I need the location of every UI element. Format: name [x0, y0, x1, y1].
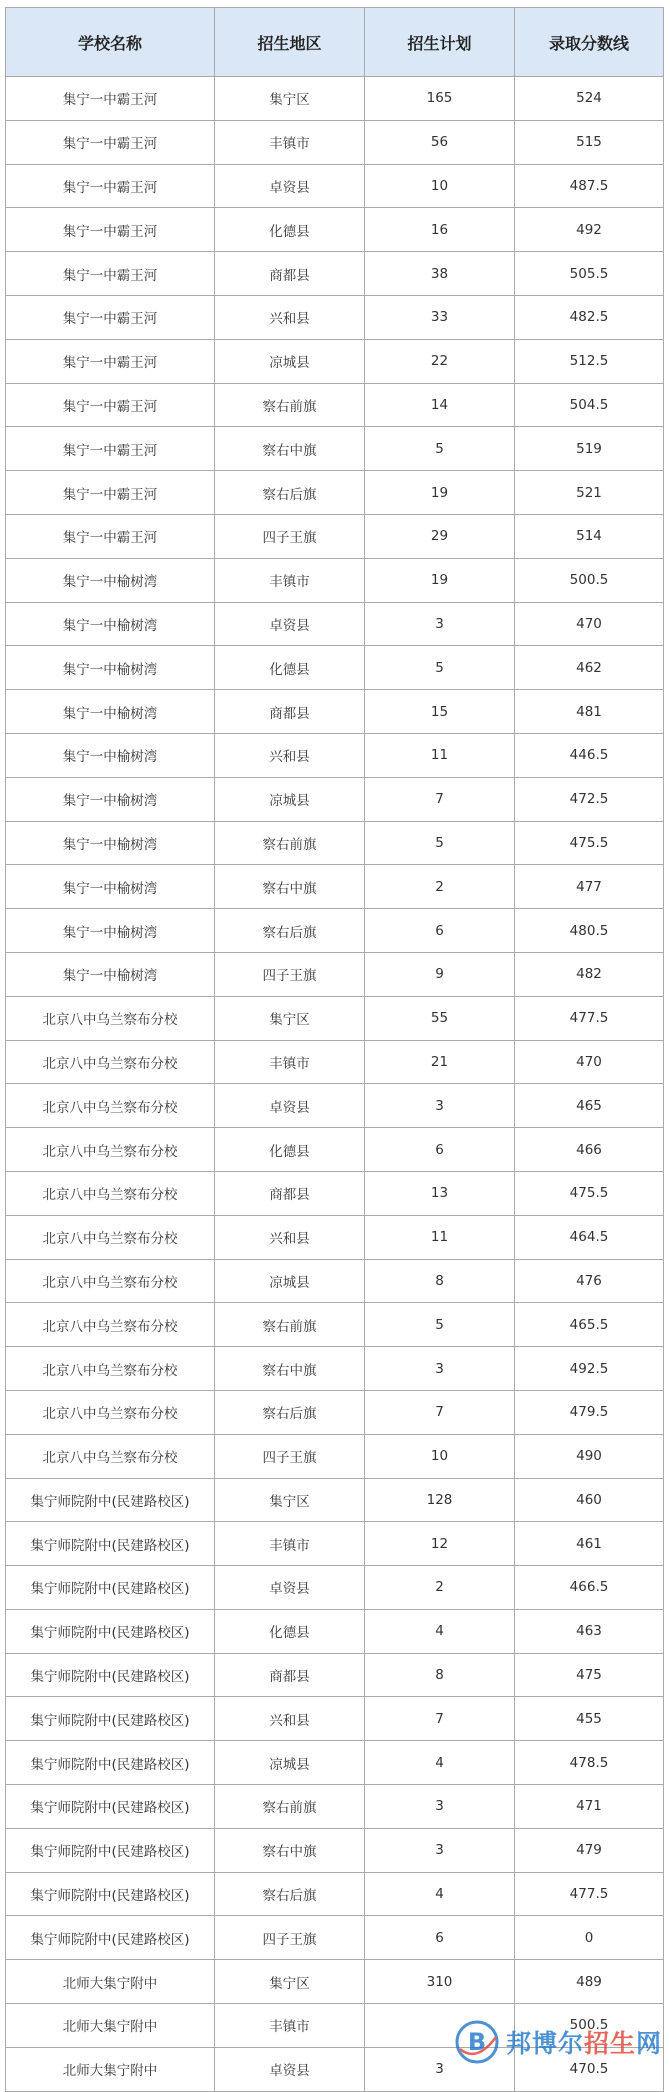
cell-score: 492	[515, 208, 664, 252]
header-region: 招生地区	[215, 8, 365, 77]
cell-school-name: 北京八中乌兰察布分校	[6, 1303, 215, 1347]
table-row	[6, 602, 664, 646]
cell-plan: 8	[365, 1259, 515, 1303]
table-row	[6, 1128, 664, 1172]
cell-region: 察右前旗	[215, 1785, 365, 1829]
table-row	[6, 77, 664, 121]
cell-school-name: 集宁一中榆树湾	[6, 646, 215, 690]
cell-plan: 2	[365, 1566, 515, 1610]
table-row	[6, 252, 664, 296]
cell-region: 凉城县	[215, 777, 365, 821]
cell-score: 463	[515, 1609, 664, 1653]
table-row	[6, 1741, 664, 1785]
cell-region: 商都县	[215, 252, 365, 296]
site-watermark	[454, 2012, 662, 2072]
table-row	[6, 865, 664, 909]
cell-school-name: 集宁师院附中(民建路校区)	[6, 1566, 215, 1610]
cell-school-name: 北京八中乌兰察布分校	[6, 1259, 215, 1303]
table-row	[6, 295, 664, 339]
table-row	[6, 558, 664, 602]
cell-plan: 19	[365, 471, 515, 515]
cell-score: 478.5	[515, 1741, 664, 1785]
cell-plan: 55	[365, 996, 515, 1040]
cell-score: 446.5	[515, 733, 664, 777]
table-row	[6, 1609, 664, 1653]
cell-school-name: 北师大集宁附中	[6, 1960, 215, 2004]
cell-plan: 5	[365, 646, 515, 690]
table-row	[6, 1040, 664, 1084]
cell-plan: 56	[365, 120, 515, 164]
cell-plan: 10	[365, 1434, 515, 1478]
cell-plan: 11	[365, 733, 515, 777]
cell-score: 512.5	[515, 339, 664, 383]
table-row	[6, 339, 664, 383]
cell-region: 集宁区	[215, 1960, 365, 2004]
table-row	[6, 120, 664, 164]
cell-score: 514	[515, 514, 664, 558]
cell-school-name: 集宁师院附中(民建路校区)	[6, 1697, 215, 1741]
cell-plan: 4	[365, 1609, 515, 1653]
table-row	[6, 164, 664, 208]
cell-region: 四子王旗	[215, 514, 365, 558]
cell-score: 465.5	[515, 1303, 664, 1347]
cell-score: 470.5	[515, 2047, 664, 2091]
logo-letter: B	[467, 2028, 487, 2056]
cell-score: 475.5	[515, 821, 664, 865]
table-row	[6, 777, 664, 821]
cell-region: 丰镇市	[215, 1522, 365, 1566]
table-row	[6, 733, 664, 777]
cell-region: 兴和县	[215, 295, 365, 339]
cell-school-name: 集宁师院附中(民建路校区)	[6, 1609, 215, 1653]
cell-score: 500.5	[515, 2004, 664, 2048]
cell-plan: 165	[365, 77, 515, 121]
cell-score: 476	[515, 1259, 664, 1303]
cell-region: 集宁区	[215, 996, 365, 1040]
cell-school-name: 集宁一中榆树湾	[6, 558, 215, 602]
cell-region: 察右中旗	[215, 427, 365, 471]
cell-plan: 8	[365, 1653, 515, 1697]
table-row	[6, 1960, 664, 2004]
cell-school-name: 集宁一中霸王河	[6, 471, 215, 515]
cell-region: 四子王旗	[215, 1434, 365, 1478]
table-row	[6, 1872, 664, 1916]
cell-school-name: 北京八中乌兰察布分校	[6, 996, 215, 1040]
cell-school-name: 北京八中乌兰察布分校	[6, 1128, 215, 1172]
cell-school-name: 集宁一中榆树湾	[6, 952, 215, 996]
cell-school-name: 北京八中乌兰察布分校	[6, 1215, 215, 1259]
cell-school-name: 集宁一中榆树湾	[6, 602, 215, 646]
cell-plan: 11	[365, 1215, 515, 1259]
cell-region: 凉城县	[215, 1741, 365, 1785]
watermark-text-part3: 网	[635, 2029, 662, 2058]
cell-region: 丰镇市	[215, 2004, 365, 2048]
cell-school-name: 集宁师院附中(民建路校区)	[6, 1741, 215, 1785]
header-plan: 招生计划	[365, 8, 515, 77]
cell-plan: 7	[365, 1697, 515, 1741]
cell-plan: 7	[365, 1390, 515, 1434]
cell-plan: 5	[365, 1303, 515, 1347]
cell-region: 化德县	[215, 646, 365, 690]
cell-region: 察右后旗	[215, 909, 365, 953]
cell-plan: 7	[365, 777, 515, 821]
cell-score: 466	[515, 1128, 664, 1172]
cell-school-name: 集宁一中榆树湾	[6, 733, 215, 777]
cell-school-name: 集宁一中榆树湾	[6, 865, 215, 909]
cell-plan: 14	[365, 383, 515, 427]
cell-school-name: 集宁一中霸王河	[6, 208, 215, 252]
cell-school-name: 北京八中乌兰察布分校	[6, 1084, 215, 1128]
cell-region: 卓资县	[215, 602, 365, 646]
cell-score: 475.5	[515, 1171, 664, 1215]
cell-score: 521	[515, 471, 664, 515]
cell-school-name: 北京八中乌兰察布分校	[6, 1171, 215, 1215]
cell-plan: 9	[365, 952, 515, 996]
cell-school-name: 集宁一中榆树湾	[6, 909, 215, 953]
cell-region: 集宁区	[215, 1478, 365, 1522]
cell-score: 455	[515, 1697, 664, 1741]
table-row	[6, 952, 664, 996]
cell-region: 察右中旗	[215, 1347, 365, 1391]
cell-score: 470	[515, 1040, 664, 1084]
cell-region: 兴和县	[215, 1697, 365, 1741]
table-body	[6, 77, 664, 2092]
cell-plan: 6	[365, 909, 515, 953]
cell-plan: 128	[365, 1478, 515, 1522]
cell-school-name: 集宁师院附中(民建路校区)	[6, 1522, 215, 1566]
cell-score: 0	[515, 1916, 664, 1960]
cell-score: 460	[515, 1478, 664, 1522]
cell-school-name: 集宁师院附中(民建路校区)	[6, 1828, 215, 1872]
table-row	[6, 427, 664, 471]
cell-plan: 21	[365, 1040, 515, 1084]
table-header-row	[6, 8, 664, 77]
cell-region: 丰镇市	[215, 120, 365, 164]
cell-school-name: 集宁一中霸王河	[6, 514, 215, 558]
cell-score: 477.5	[515, 1872, 664, 1916]
header-school-name: 学校名称	[6, 8, 215, 77]
cell-region: 四子王旗	[215, 952, 365, 996]
cell-region: 四子王旗	[215, 1916, 365, 1960]
cell-score: 465	[515, 1084, 664, 1128]
cell-region: 商都县	[215, 1653, 365, 1697]
cell-school-name: 集宁师院附中(民建路校区)	[6, 1785, 215, 1829]
cell-region: 化德县	[215, 1609, 365, 1653]
cell-region: 化德县	[215, 208, 365, 252]
cell-score: 475	[515, 1653, 664, 1697]
cell-school-name: 集宁一中霸王河	[6, 77, 215, 121]
cell-plan: 22	[365, 339, 515, 383]
cell-score: 479	[515, 1828, 664, 1872]
watermark-text-part1: 邦博尔	[505, 2029, 584, 2058]
cell-region: 察右后旗	[215, 1390, 365, 1434]
cell-school-name: 集宁一中霸王河	[6, 383, 215, 427]
cell-school-name: 集宁一中霸王河	[6, 427, 215, 471]
cell-score: 461	[515, 1522, 664, 1566]
cell-region: 丰镇市	[215, 1040, 365, 1084]
table-row	[6, 821, 664, 865]
cell-region: 卓资县	[215, 164, 365, 208]
cell-school-name: 集宁师院附中(民建路校区)	[6, 1916, 215, 1960]
cell-score: 490	[515, 1434, 664, 1478]
cell-plan: 16	[365, 208, 515, 252]
table-row	[6, 1916, 664, 1960]
table-row	[6, 690, 664, 734]
cell-score: 472.5	[515, 777, 664, 821]
cell-region: 集宁区	[215, 77, 365, 121]
cell-region: 兴和县	[215, 1215, 365, 1259]
cell-school-name: 北京八中乌兰察布分校	[6, 1347, 215, 1391]
site-logo-icon	[454, 2019, 500, 2065]
cell-score: 481	[515, 690, 664, 734]
table-row	[6, 996, 664, 1040]
cell-plan: 19	[365, 558, 515, 602]
table-row	[6, 383, 664, 427]
cell-score: 489	[515, 1960, 664, 2004]
cell-score: 492.5	[515, 1347, 664, 1391]
cell-plan: 5	[365, 821, 515, 865]
cell-plan: 3	[365, 1785, 515, 1829]
cell-plan: 2	[365, 865, 515, 909]
table-row	[6, 1215, 664, 1259]
cell-school-name: 北京八中乌兰察布分校	[6, 1434, 215, 1478]
cell-region: 商都县	[215, 1171, 365, 1215]
cell-score: 515	[515, 120, 664, 164]
table-row	[6, 1259, 664, 1303]
cell-score: 480.5	[515, 909, 664, 953]
cell-region: 凉城县	[215, 339, 365, 383]
cell-score: 470	[515, 602, 664, 646]
table-row	[6, 1303, 664, 1347]
cell-region: 卓资县	[215, 1566, 365, 1610]
cell-school-name: 集宁一中榆树湾	[6, 777, 215, 821]
cell-school-name: 集宁一中霸王河	[6, 120, 215, 164]
cell-school-name: 集宁一中霸王河	[6, 252, 215, 296]
cell-score: 471	[515, 1785, 664, 1829]
cell-region: 察右前旗	[215, 821, 365, 865]
cell-region: 察右中旗	[215, 865, 365, 909]
table-row	[6, 909, 664, 953]
cell-score: 466.5	[515, 1566, 664, 1610]
admission-table-container	[5, 7, 663, 2092]
cell-score: 464.5	[515, 1215, 664, 1259]
cell-score: 462	[515, 646, 664, 690]
cell-school-name: 集宁师院附中(民建路校区)	[6, 1872, 215, 1916]
cell-school-name: 北师大集宁附中	[6, 2047, 215, 2091]
table-row	[6, 646, 664, 690]
table-row	[6, 514, 664, 558]
cell-plan: 4	[365, 1741, 515, 1785]
cell-region: 商都县	[215, 690, 365, 734]
cell-plan: 3	[365, 602, 515, 646]
table-row	[6, 1653, 664, 1697]
table-row	[6, 1566, 664, 1610]
table-row	[6, 1434, 664, 1478]
cell-region: 凉城县	[215, 1259, 365, 1303]
cell-score: 524	[515, 77, 664, 121]
watermark-text	[506, 2024, 662, 2060]
cell-plan: 310	[365, 1960, 515, 2004]
cell-score: 487.5	[515, 164, 664, 208]
cell-region: 丰镇市	[215, 558, 365, 602]
cell-plan: 3	[365, 1347, 515, 1391]
cell-school-name: 集宁师院附中(民建路校区)	[6, 1653, 215, 1697]
cell-score: 500.5	[515, 558, 664, 602]
cell-region: 卓资县	[215, 2047, 365, 2091]
watermark-text-part2: 招生	[583, 2029, 636, 2058]
cell-plan: 3	[365, 1828, 515, 1872]
cell-plan: 3	[365, 1084, 515, 1128]
cell-score: 477.5	[515, 996, 664, 1040]
table-row	[6, 1347, 664, 1391]
cell-region: 察右前旗	[215, 383, 365, 427]
admission-score-table	[5, 7, 664, 2092]
cell-score: 482.5	[515, 295, 664, 339]
cell-school-name: 北京八中乌兰察布分校	[6, 1390, 215, 1434]
cell-region: 卓资县	[215, 1084, 365, 1128]
cell-region: 化德县	[215, 1128, 365, 1172]
cell-school-name: 集宁一中霸王河	[6, 164, 215, 208]
cell-plan: 13	[365, 1171, 515, 1215]
cell-score: 477	[515, 865, 664, 909]
cell-school-name: 集宁师院附中(民建路校区)	[6, 1478, 215, 1522]
cell-plan: 10	[365, 164, 515, 208]
cell-region: 兴和县	[215, 733, 365, 777]
cell-plan: 15	[365, 690, 515, 734]
cell-plan: 29	[365, 514, 515, 558]
table-row	[6, 1522, 664, 1566]
cell-plan: 6	[365, 1916, 515, 1960]
cell-school-name: 集宁一中榆树湾	[6, 821, 215, 865]
cell-plan: 5	[365, 427, 515, 471]
cell-school-name: 集宁一中霸王河	[6, 339, 215, 383]
cell-score: 504.5	[515, 383, 664, 427]
cell-score: 505.5	[515, 252, 664, 296]
table-row	[6, 1697, 664, 1741]
cell-score: 479.5	[515, 1390, 664, 1434]
cell-region: 察右前旗	[215, 1303, 365, 1347]
cell-score: 519	[515, 427, 664, 471]
header-score: 录取分数线	[515, 8, 664, 77]
table-row	[6, 1478, 664, 1522]
cell-school-name: 集宁一中榆树湾	[6, 690, 215, 734]
table-row	[6, 1171, 664, 1215]
cell-plan: 38	[365, 252, 515, 296]
cell-plan: 12	[365, 1522, 515, 1566]
cell-school-name: 北师大集宁附中	[6, 2004, 215, 2048]
table-row	[6, 1084, 664, 1128]
cell-plan: 3	[365, 2047, 515, 2091]
table-row	[6, 208, 664, 252]
table-row	[6, 1828, 664, 1872]
cell-region: 察右中旗	[215, 1828, 365, 1872]
cell-plan: 33	[365, 295, 515, 339]
table-row	[6, 471, 664, 515]
cell-score: 482	[515, 952, 664, 996]
cell-plan: 4	[365, 1872, 515, 1916]
table-row	[6, 1390, 664, 1434]
cell-school-name: 北京八中乌兰察布分校	[6, 1040, 215, 1084]
cell-school-name: 集宁一中霸王河	[6, 295, 215, 339]
table-row	[6, 1785, 664, 1829]
cell-region: 察右后旗	[215, 1872, 365, 1916]
cell-region: 察右后旗	[215, 471, 365, 515]
cell-plan: 6	[365, 1128, 515, 1172]
